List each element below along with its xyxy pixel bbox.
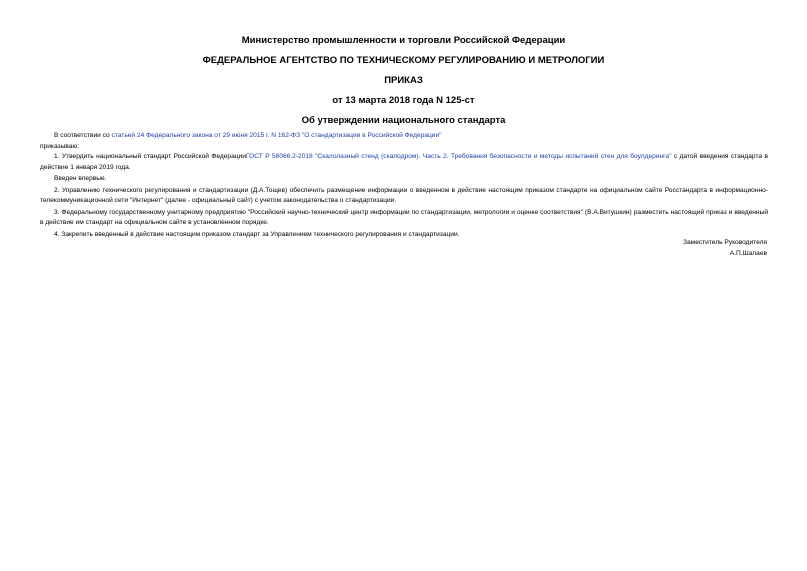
subject-title: Об утверждении национального стандарта bbox=[301, 115, 506, 126]
signatory-name: А.П.Шалаев bbox=[729, 249, 767, 257]
ministry-title: Министерство промышленности и торговли Российской Федерации bbox=[241, 35, 566, 46]
item-1-prefix: 1. Утвердить национальный стандарт Российской Федерации bbox=[54, 153, 246, 160]
signatory-position: Заместитель Руководителя bbox=[683, 239, 767, 246]
agency-title: ФЕДЕРАЛЬНОЕ АГЕНТСТВО ПО ТЕХНИЧЕСКОМУ РЕГУЛИРОВАНИЮ И МЕТРОЛОГИИ bbox=[202, 55, 605, 66]
item-4-paragraph: 4. Закрепить введенный в действие настоящим приказом стандарт за Управлением технического регулирования и стандартизации. bbox=[54, 230, 460, 238]
introduced-note: Введен впервые. bbox=[54, 175, 107, 182]
gost-standard-link[interactable]: ГОСТ Р 58066.2-2018 "Скалолазный стенд (скалодром). Часть 2. Требования безопасности и методы испытаний стен для боулдеринга" bbox=[245, 153, 672, 160]
signature-block bbox=[683, 238, 767, 259]
item-1-suffix: с датой введения стандарта в действие 1 января 2019 года. bbox=[40, 153, 768, 171]
date-number-line: от 13 марта 2018 года N 125-ст bbox=[332, 95, 475, 106]
preamble-prefix: В соответствии со bbox=[54, 132, 112, 139]
item-1-paragraph bbox=[40, 152, 768, 173]
item-2-paragraph: 2. Управлению технического регулирования и стандартизации (Д.А.Тощев) обеспечить размещение информации о введенном в действие настоящим приказом стандарте на официальном сайте Росстандарта в информационно-телекоммуникационной сети "Интернет" (далее - официальный сайт) с учетом законодательства о стандартизации. bbox=[40, 186, 768, 204]
order-word: приказываю: bbox=[40, 142, 80, 150]
federal-law-link[interactable]: статьей 24 Федерального закона от 29 июня 2015 г. N 162-ФЗ "О стандартизации в Российской Федерации" bbox=[111, 132, 442, 139]
document-type-title: ПРИКАЗ bbox=[384, 75, 423, 86]
document-body bbox=[40, 131, 768, 240]
item-3-paragraph: 3. Федеральному государственному унитарному предприятию "Российский научно-технический центр информации по стандартизации, метрологии и оценке соответствия" (В.А.Витушкин) разместить настоящий приказ и введенный в действие им стандарт на официальном сайте в установленном порядке. bbox=[40, 208, 768, 226]
preamble-paragraph bbox=[40, 131, 768, 142]
